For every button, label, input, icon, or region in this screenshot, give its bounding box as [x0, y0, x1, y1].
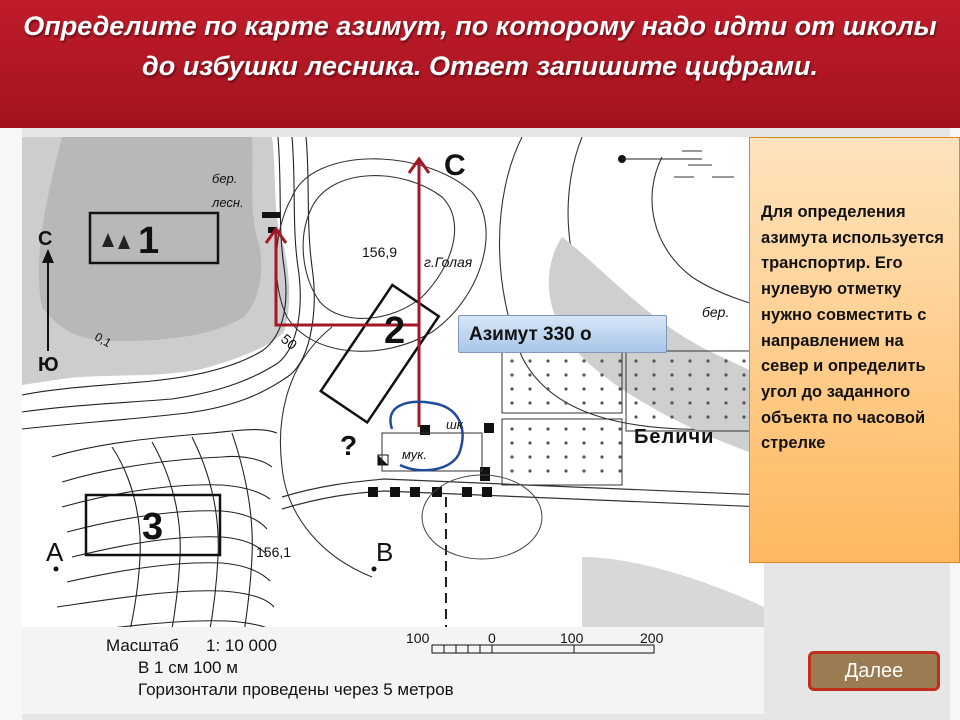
scale-per-cm: В 1 см 100 м [138, 658, 238, 677]
task-title: Определите по карте азимут, по которому надо идти от школы до избушки лесника. Ответ запишите цифрами. [23, 11, 937, 81]
elevation-bottom: 156,1 [256, 544, 292, 560]
question-mark: ? [340, 430, 358, 461]
square-1-number: 1 [138, 220, 160, 262]
scale-tick-2: 0 [488, 630, 496, 646]
slide-header [0, 0, 960, 128]
point-a-marker [54, 567, 59, 572]
scale-contours: Горизонтали проведены через 5 метров [138, 680, 454, 699]
next-button[interactable]: Далее [808, 651, 940, 691]
mill-label: мук. [402, 447, 428, 462]
point-a-label: А [46, 537, 64, 567]
scale-ratio: 1: 10 000 [206, 636, 277, 655]
scale-tick-3: 100 [560, 630, 584, 646]
compass-south-label: Ю [38, 354, 59, 376]
slope-label: 0,1 [92, 329, 114, 351]
forester-hut-label-2: лесн. [212, 195, 244, 210]
point-b-label: В [376, 537, 394, 567]
north-label: С [444, 149, 466, 182]
school-label: шк [446, 417, 463, 432]
scale-title: Масштаб [106, 636, 179, 655]
hill-name: г.Голая [424, 254, 473, 270]
point-b-marker [372, 567, 377, 572]
info-box: Для определения азимута используется транспортир. Его нулевую отметку нужно совместить с направлением на север и определить угол до заданного объекта по часовой стрелке [749, 137, 960, 563]
elevation-top: 156,9 [362, 244, 398, 260]
scale-tick-4: 200 [640, 630, 664, 646]
village-label: Беличи [634, 426, 715, 448]
bereza-right-label: бер. [702, 304, 730, 320]
azimuth-callout: Азимут 330 о [458, 315, 667, 353]
square-3-number: 3 [142, 506, 164, 548]
contour-50-label: 50 [278, 330, 301, 353]
forester-hut-label: бер. [212, 171, 238, 186]
scale-tick-1: 100 [406, 630, 430, 646]
compass-north-label: С [38, 228, 53, 250]
square-2-number: 2 [384, 310, 406, 352]
topographic-map [22, 137, 764, 714]
